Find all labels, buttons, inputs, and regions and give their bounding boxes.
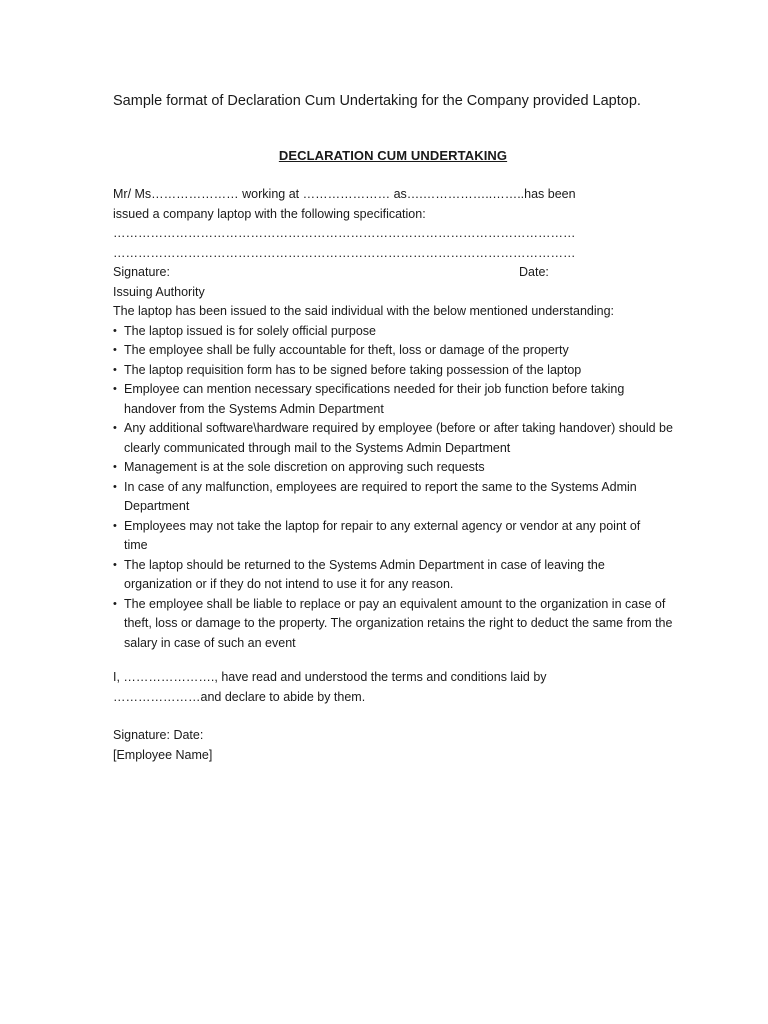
bullet-icon: • [113, 383, 117, 395]
opening-section [113, 185, 683, 653]
term-text: In case of any malfunction, employees are required to report the same to the Systems Admin Department [124, 479, 637, 513]
bullet-icon: • [113, 461, 117, 473]
employee-signature-date: Signature: Date: [113, 728, 204, 742]
understanding-intro: The laptop has been issued to the said individual with the below mentioned understanding: [113, 304, 615, 318]
list-item [113, 361, 684, 381]
term-text: The laptop should be returned to the Systems Admin Department in case of leaving the organization or if they do not intend to use it for any reason. [124, 557, 605, 591]
date-label: Date: [519, 265, 549, 279]
employee-name-placeholder: [Employee Name] [113, 747, 213, 762]
list-item [113, 419, 684, 458]
bullet-icon: • [113, 519, 117, 532]
signature-date-row [113, 263, 683, 283]
term-text: Employees may not take the laptop for repair to any external agency or vendor at any point of time [124, 518, 641, 552]
bullet-icon: • [113, 422, 117, 434]
opening-line-1: Mr/ Ms………………… working at ………………… as….……………..……..has been [113, 187, 576, 201]
term-text: Any additional software\hardware required by employee (before or after taking handover) should be clearly communicated through mail to the Systems Admin Department [124, 421, 673, 455]
bullet-icon: • [113, 558, 117, 571]
bullet-icon: • [113, 597, 117, 610]
terms-list [113, 322, 683, 654]
document-title: DECLARATION CUM UNDERTAKING [278, 148, 508, 163]
specification-blank-2: ………………………………………………………………………………………………… [113, 245, 576, 260]
issuing-authority-label: Issuing Authority [113, 284, 205, 299]
term-text: The employee shall be fully accountable for theft, loss or damage of the property [124, 343, 569, 357]
bullet-icon: • [113, 363, 117, 376]
list-item [113, 458, 684, 478]
list-item [113, 556, 674, 595]
list-item [113, 341, 684, 361]
closing-declaration [113, 668, 683, 707]
bullet-icon: • [113, 344, 117, 356]
signature-label: Signature: [113, 265, 170, 279]
term-text: The laptop issued is for solely official purpose [124, 323, 376, 338]
intro-heading: Sample format of Declaration Cum Undertaking for the Company provided Laptop. [113, 93, 641, 109]
list-item [113, 478, 669, 517]
term-text: Management is at the sole discretion on approving such requests [124, 460, 485, 474]
closing-line-1: I, …………………., have read and understood the terms and conditions laid by [113, 670, 547, 684]
list-item [113, 322, 684, 342]
employee-signature-block [113, 726, 212, 765]
bullet-icon: • [113, 324, 117, 337]
list-item [113, 595, 676, 654]
term-text: The laptop requisition form has to be signed before taking possession of the laptop [124, 362, 582, 377]
list-item [113, 380, 654, 419]
specification-blank-1: ………………………………………………………………………………………………… [113, 226, 576, 240]
term-text: The employee shall be liable to replace or pay an equivalent amount to the organization in case of theft, loss or damage to the property. The organization retains the right to deduct the same from the salary in case of such an event [124, 596, 673, 650]
closing-line-2: …………………and declare to abide by them. [113, 689, 366, 704]
term-text: Employee can mention necessary specifications needed for their job function before taking handover from the Systems Admin Department [124, 382, 625, 416]
bullet-icon: • [113, 480, 117, 493]
list-item [113, 517, 654, 556]
opening-line-2: issued a company laptop with the following specification: [113, 206, 426, 221]
